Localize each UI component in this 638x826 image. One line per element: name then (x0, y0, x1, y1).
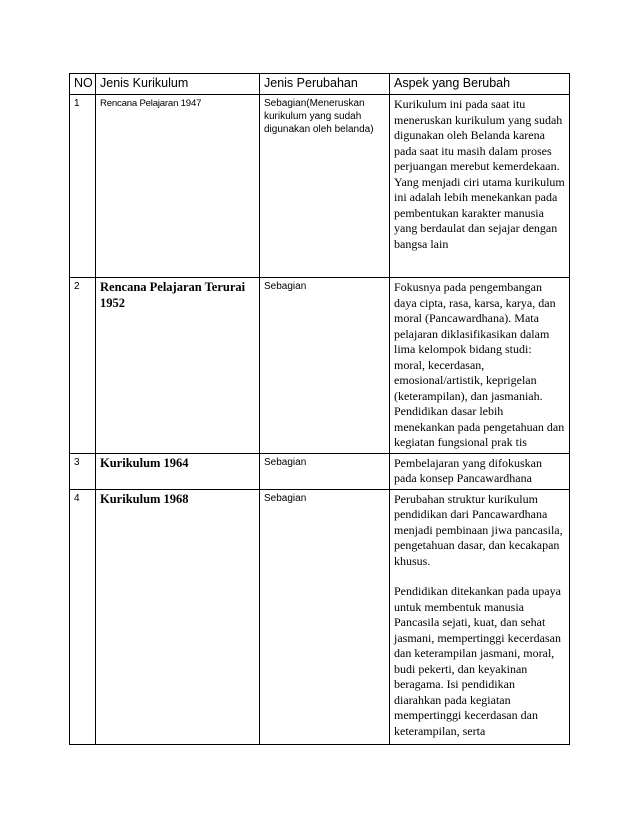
header-jenis-kurikulum: Jenis Kurikulum (96, 74, 260, 95)
aspect-paragraph: Pendidikan ditekankan pada upaya untuk membentuk manusia Pancasila sejati, kuat, dan sehat jasmani, mempertinggi kecerdasan dan keterampilan jasmani, moral, budi pekerti, dan keyakinan beragama. Isi pendidikan diarahkan pada kegiatan mempertinggi kecerdasan dan keterampilan, serta (394, 584, 561, 738)
change-type: Sebagian(Meneruskan kurikulum yang sudah digunakan oleh belanda) (260, 95, 390, 278)
aspect-paragraph: Kurikulum ini pada saat itu meneruskan kurikulum yang sudah digunakan oleh Belanda karena pada saat itu masih dalam proses perjuangan merebut kemerdekaan. Yang menjadi ciri utama kurikulum ini adalah lebih menekankan pada pembentukan karakter manusia yang berdaulat dan sejajar dengan bangsa lain (394, 97, 565, 251)
curriculum-table (69, 73, 570, 745)
table-header-row (70, 74, 570, 95)
table-row (70, 95, 570, 278)
curriculum-name: Rencana Pelajaran Terurai 1952 (96, 278, 260, 454)
changed-aspects (390, 489, 570, 744)
table-row (70, 489, 570, 744)
header-no: NO (70, 74, 96, 95)
curriculum-name: Kurikulum 1968 (96, 489, 260, 744)
row-number: 1 (70, 95, 96, 278)
changed-aspects (390, 95, 570, 278)
row-number: 3 (70, 453, 96, 489)
change-type: Sebagian (260, 489, 390, 744)
change-type: Sebagian (260, 278, 390, 454)
aspect-paragraph: Pembelajaran yang difokuskan pada konsep Pancawardhana (394, 455, 542, 485)
row-number: 2 (70, 278, 96, 454)
row-number: 4 (70, 489, 96, 744)
header-jenis-perubahan: Jenis Perubahan (260, 74, 390, 95)
table-row (70, 278, 570, 454)
curriculum-name: Rencana Pelajaran 1947 (96, 95, 260, 278)
header-aspek-yang-berubah: Aspek yang Berubah (390, 74, 570, 95)
change-type: Sebagian (260, 453, 390, 489)
curriculum-name: Kurikulum 1964 (96, 453, 260, 489)
changed-aspects (390, 278, 570, 454)
aspect-paragraph: Fokusnya pada pengembangan daya cipta, rasa, karsa, karya, dan moral (Pancawardhana). Mata pelajaran diklasifikasikan dalam lima kelompok bidang studi: moral, kecerdasan, emosional/artistik, keprigelan (keterampilan), dan jasmaniah. Pendidikan dasar lebih menekankan pada pengetahuan dan kegiatan fungsional prak tis (394, 280, 565, 449)
changed-aspects (390, 453, 570, 489)
aspect-paragraph: Perubahan struktur kurikulum pendidikan dari Pancawardhana menjadi pembinaan jiwa pancasila, pengetahuan dasar, dan kecakapan khusus. (394, 491, 563, 568)
table-row (70, 453, 570, 489)
